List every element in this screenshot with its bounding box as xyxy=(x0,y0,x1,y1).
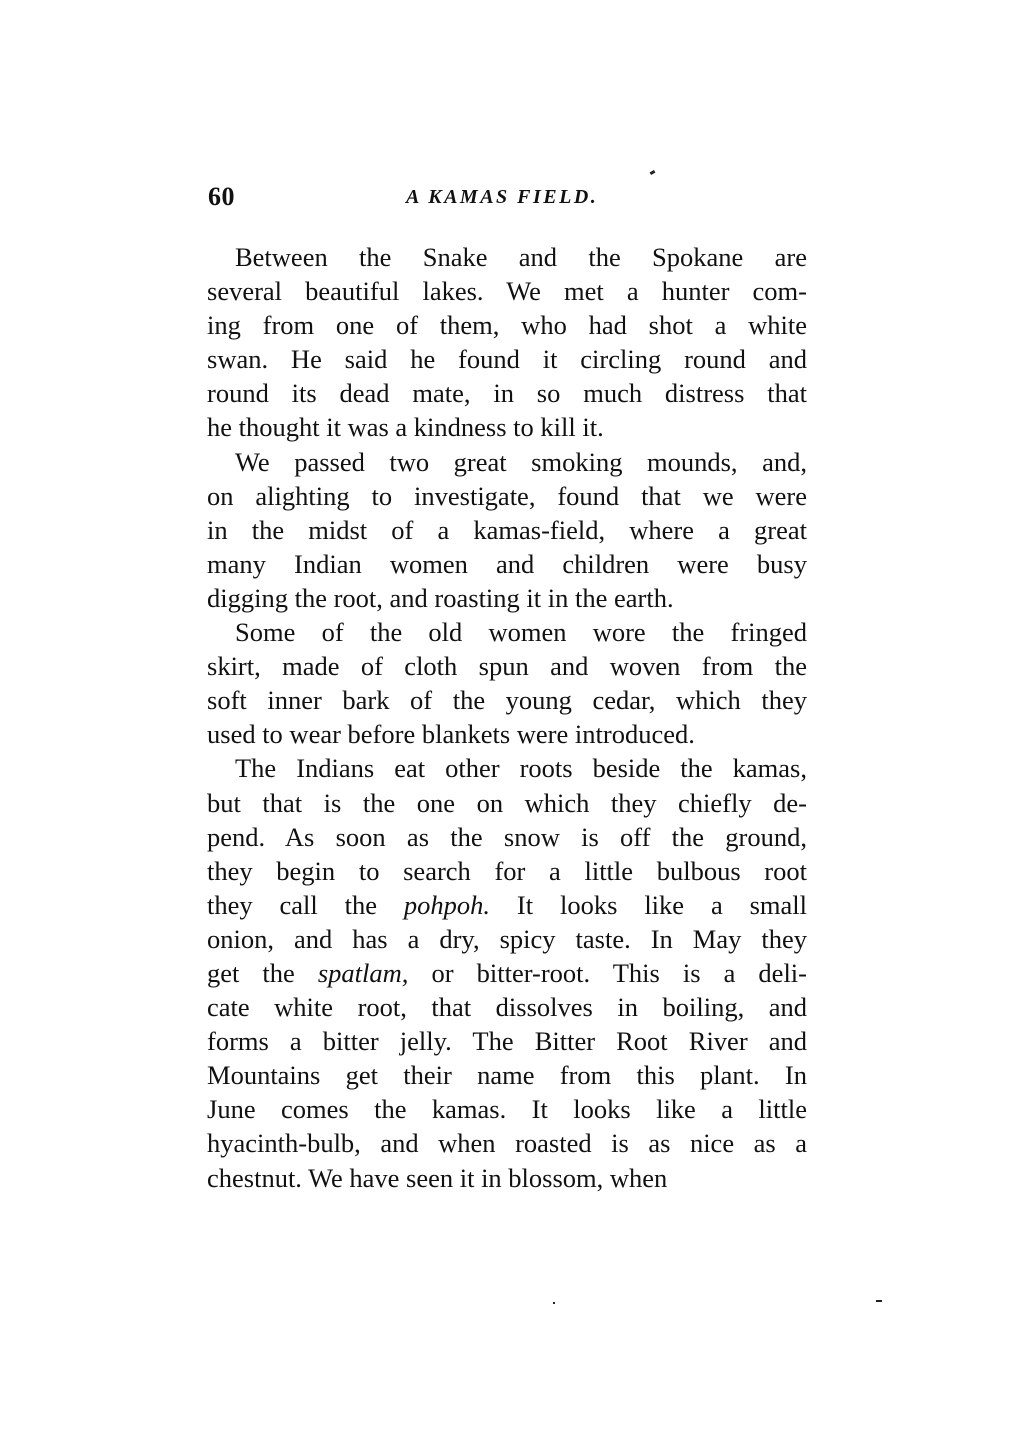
text-line: many Indian women and children were busy xyxy=(207,548,807,579)
text-line: forms a bitter jelly. The Bitter Root River and xyxy=(207,1026,807,1057)
text-line: but that is the one on which they chiefly de- xyxy=(207,787,807,818)
text-line: chestnut. We have seen it in blossom, when xyxy=(207,1162,668,1193)
text-line: Between the Snake and the Spokane are xyxy=(235,242,807,272)
text-run: they call the xyxy=(207,889,404,920)
text-line: June comes the kamas. It looks like a little xyxy=(207,1094,807,1125)
text-run: It looks like a small xyxy=(490,889,808,920)
text-line: Some of the old women wore the fringed xyxy=(235,617,807,648)
text-line: skirt, made of cloth spun and woven from the xyxy=(207,651,807,682)
text-line: on alighting to investigate, found that we were xyxy=(207,480,807,511)
text-line: digging the root, and roasting it in the earth. xyxy=(207,582,674,613)
text-line: pend. As soon as the snow is off the ground, xyxy=(207,821,807,852)
text-line: Mountains get their name from this plant. In xyxy=(207,1060,807,1091)
paragraph xyxy=(207,615,807,751)
paragraph xyxy=(207,751,807,1194)
text-line: in the midst of a kamas-field, where a great xyxy=(207,514,807,545)
text-line: used to wear before blankets were introduced. xyxy=(207,719,695,750)
running-title: A KAMAS FIELD. xyxy=(406,186,599,208)
text-line: The Indians eat other roots beside the kamas, xyxy=(235,753,807,784)
text-line: We passed two great smoking mounds, and, xyxy=(235,446,807,477)
text-line: onion, and has a dry, spicy taste. In May they xyxy=(207,923,807,954)
text-line: they begin to search for a little bulbous root xyxy=(207,855,807,886)
text-line xyxy=(207,888,807,922)
paragraph xyxy=(207,445,807,615)
text-line: swan. He said he found it circling round and xyxy=(207,344,807,375)
text-run: or bitter-root. This is a deli- xyxy=(408,957,807,988)
scan-speck xyxy=(650,170,656,175)
text-line: soft inner bark of the young cedar, which they xyxy=(207,685,807,716)
text-run: get the xyxy=(207,957,318,988)
text-line: round its dead mate, in so much distress that xyxy=(207,378,807,409)
italic-term: pohpoh. xyxy=(403,889,491,920)
text-line: he thought it was a kindness to kill it. xyxy=(207,412,604,443)
text-line: cate white root, that dissolves in boiling, and xyxy=(207,992,807,1023)
body-text xyxy=(207,240,807,1195)
running-head xyxy=(208,182,808,222)
page-number: 60 xyxy=(208,182,235,211)
scan-speck xyxy=(876,1300,882,1302)
text-line: several beautiful lakes. We met a hunter com- xyxy=(207,276,807,307)
text-line: ing from one of them, who had shot a white xyxy=(207,310,807,341)
scan-speck xyxy=(553,1302,555,1304)
text-line: hyacinth-bulb, and when roasted is as nice as a xyxy=(207,1128,807,1159)
text-line xyxy=(207,956,807,990)
paragraph xyxy=(207,240,807,445)
italic-term: spatlam, xyxy=(317,957,409,988)
